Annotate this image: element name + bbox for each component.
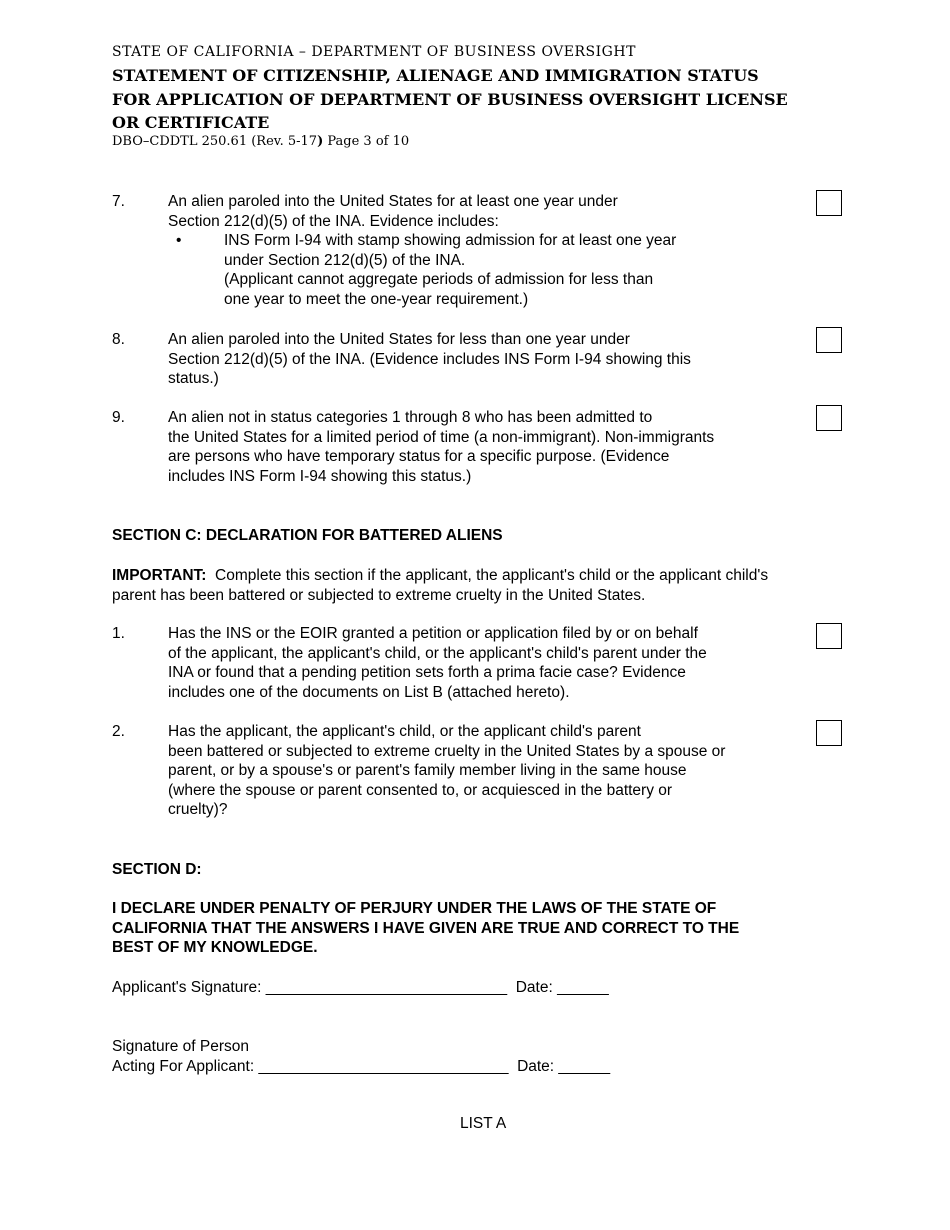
item-number: 8. <box>112 331 125 348</box>
question-1-checkbox[interactable] <box>816 623 842 649</box>
form-title-line: OR CERTIFICATE <box>112 113 270 132</box>
item-text <box>168 192 676 309</box>
question-line: Has the applicant, the applicant's child, or the applicant child's parent <box>168 723 641 740</box>
item-number: 9. <box>112 409 125 426</box>
important-label: IMPORTANT: <box>112 567 207 584</box>
question-2-checkbox[interactable] <box>816 720 842 746</box>
bullet-line: (Applicant cannot aggregate periods of admission for less than <box>224 271 654 288</box>
form-number <box>112 133 409 150</box>
declaration-line: CALIFORNIA THAT THE ANSWERS I HAVE GIVEN ARE TRUE AND CORRECT TO THE <box>112 919 740 937</box>
question-line: Has the INS or the EOIR granted a petition or application filed by or on behalf <box>168 625 698 642</box>
bullet-dot: • <box>176 232 182 249</box>
question-number: 1. <box>112 625 125 642</box>
item-9-checkbox[interactable] <box>816 405 842 431</box>
applicant-signature-line[interactable] <box>112 978 609 998</box>
evidence-bullet <box>168 231 676 309</box>
form-title-line: STATEMENT OF CITIZENSHIP, ALIENAGE AND IMMIGRATION STATUS <box>112 66 759 85</box>
item-text <box>168 330 691 389</box>
question-number: 2. <box>112 723 125 740</box>
item-line: the United States for a limited period of time (a non-immigrant). Non-immigrants <box>168 428 715 446</box>
form-id: DBO–CDDTL 250.61 (Rev. 5-17 <box>112 134 318 149</box>
acting-label: Signature of Person <box>112 1038 250 1055</box>
perjury-declaration <box>112 899 739 958</box>
acting-signature-block[interactable] <box>112 1037 610 1076</box>
important-text: parent has been battered or subjected to extreme cruelty in the United States. <box>112 586 646 604</box>
question-line: parent, or by a spouse's or parent's family member living in the same house <box>168 762 687 779</box>
declaration-line: BEST OF MY KNOWLEDGE. <box>112 939 318 956</box>
page-number: Page 3 of 10 <box>323 134 410 149</box>
declaration-line: I DECLARE UNDER PENALTY OF PERJURY UNDER THE LAWS OF THE STATE OF <box>112 900 717 917</box>
item-number: 7. <box>112 193 125 210</box>
item-line: An alien paroled into the United States for at least one year under <box>168 193 618 210</box>
section-d-heading: SECTION D: <box>112 861 202 878</box>
bullet-line: INS Form I-94 with stamp showing admission for at least one year <box>224 232 677 249</box>
applicant-signature-text: Applicant's Signature: ____________________________ Date: ______ <box>112 979 609 996</box>
question-line: includes one of the documents on List B (attached hereto). <box>168 683 570 701</box>
question-line: of the applicant, the applicant's child, or the applicant's child's parent under the <box>168 644 707 662</box>
important-text: Complete this section if the applicant, the applicant's child or the applicant child's <box>206 567 769 584</box>
question-line: been battered or subjected to extreme cruelty in the United States by a spouse or <box>168 742 726 760</box>
item-line: An alien not in status categories 1 through 8 who has been admitted to <box>168 409 653 426</box>
item-line: are persons who have temporary status for a specific purpose. (Evidence <box>168 448 670 465</box>
important-note <box>112 566 768 605</box>
form-title <box>112 64 788 135</box>
bullet-text <box>224 231 676 309</box>
question-text <box>168 722 725 820</box>
question-line: (where the spouse or parent consented to, or acquiesced in the battery or <box>168 781 673 799</box>
question-line: INA or found that a pending petition sets forth a prima facie case? Evidence <box>168 664 686 681</box>
form-title-line: FOR APPLICATION OF DEPARTMENT OF BUSINESS OVERSIGHT LICENSE <box>112 89 788 109</box>
bullet-line: under Section 212(d)(5) of the INA. <box>224 251 466 269</box>
item-8-checkbox[interactable] <box>816 327 842 353</box>
item-line: Section 212(d)(5) of the INA. Evidence includes: <box>168 212 499 230</box>
acting-signature-text: Acting For Applicant: _____________________________ Date: ______ <box>112 1057 611 1075</box>
list-a-label: LIST A <box>460 1115 507 1132</box>
item-line: status.) <box>168 370 219 387</box>
item-text <box>168 408 714 486</box>
agency-name: STATE OF CALIFORNIA – DEPARTMENT OF BUSINESS OVERSIGHT <box>112 44 636 60</box>
bullet-line: one year to meet the one-year requirement.) <box>224 290 529 308</box>
item-line: Section 212(d)(5) of the INA. (Evidence includes INS Form I-94 showing this <box>168 350 691 368</box>
question-line: cruelty)? <box>168 801 228 818</box>
item-7-checkbox[interactable] <box>816 190 842 216</box>
form-paren: ) <box>317 134 324 149</box>
section-c-heading: SECTION C: DECLARATION FOR BATTERED ALIENS <box>112 527 503 544</box>
item-line: An alien paroled into the United States for less than one year under <box>168 331 630 348</box>
item-line: includes INS Form I-94 showing this status.) <box>168 467 472 485</box>
question-text <box>168 624 707 702</box>
